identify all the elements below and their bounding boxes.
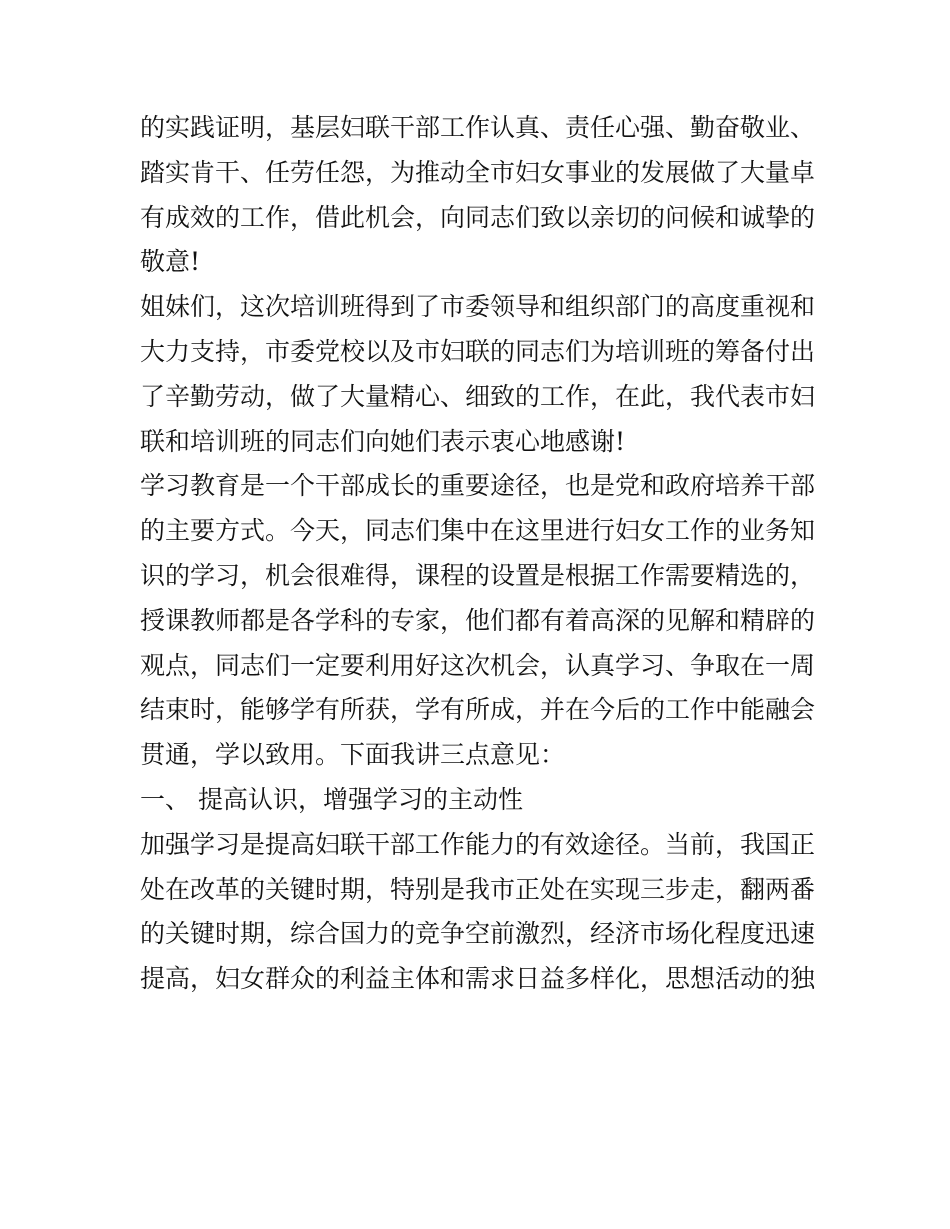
text-line: 观点，同志们一定要利用好这次机会，认真学习、争取在一周 xyxy=(140,650,816,680)
text-line: 学习教育是一个干部成长的重要途径，也是党和政府培养干部 xyxy=(140,471,816,501)
body-text xyxy=(140,106,820,1002)
text-line: 敬意! xyxy=(140,247,201,277)
text-line: 大力支持，市委党校以及市妇联的同志们为培训班的筹备付出 xyxy=(140,336,816,366)
text-line: 踏实肯干、任劳任怨，为推动全市妇女事业的发展做了大量卓 xyxy=(140,157,816,187)
text-line: 的关键时期，综合国力的竞争空前激烈，经济市场化程度迅速 xyxy=(140,919,816,949)
text-line: 授课教师都是各学科的专家，他们都有着高深的见解和精辟的 xyxy=(140,605,816,635)
text-line: 联和培训班的同志们向她们表示衷心地感谢! xyxy=(140,426,626,456)
text-line: 加强学习是提高妇联干部工作能力的有效途径。当前，我国正 xyxy=(140,829,816,859)
text-line: 处在改革的关键时期，特别是我市正处在实现三步走，翻两番 xyxy=(140,874,816,904)
text-line: 了辛勤劳动，做了大量精心、细致的工作，在此，我代表市妇 xyxy=(140,381,816,411)
text-line: 提高，妇女群众的利益主体和需求日益多样化，思想活动的独 xyxy=(140,964,816,994)
section-heading: 一、 提高认识，增强学习的主动性 xyxy=(140,784,523,814)
text-line: 的主要方式。今天，同志们集中在这里进行妇女工作的业务知 xyxy=(140,516,816,546)
text-line: 结束时，能够学有所获，学有所成，并在今后的工作中能融会 xyxy=(140,695,816,725)
text-line: 有成效的工作，借此机会，向同志们致以亲切的问候和诚挚的 xyxy=(140,202,816,232)
text-line: 姐妹们，这次培训班得到了市委领导和组织部门的高度重视和 xyxy=(140,292,816,322)
text-line: 贯通，学以致用。下面我讲三点意见： xyxy=(140,740,566,770)
text-line: 识的学习，机会很难得，课程的设置是根据工作需要精选的， xyxy=(140,560,816,590)
text-line: 的实践证明，基层妇联干部工作认真、责任心强、勤奋敬业、 xyxy=(140,113,816,142)
